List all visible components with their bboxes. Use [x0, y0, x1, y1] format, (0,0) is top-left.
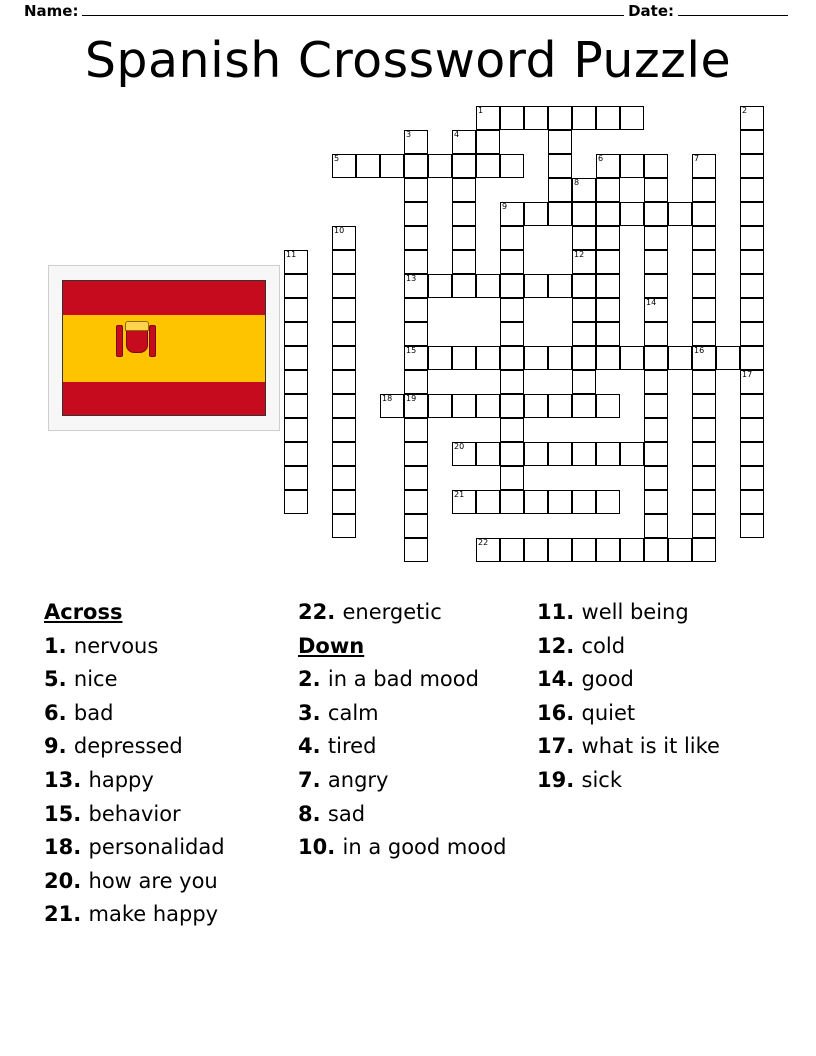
- clue-item: [537, 697, 772, 731]
- crossword-cell[interactable]: [404, 226, 428, 250]
- crossword-cell[interactable]: [740, 346, 764, 370]
- crossword-cell[interactable]: [500, 274, 524, 298]
- crossword-cell[interactable]: [332, 370, 356, 394]
- clue-text: in a good mood: [342, 835, 507, 860]
- crossword-cell[interactable]: [692, 250, 716, 274]
- crossword-cell[interactable]: [476, 442, 500, 466]
- crossword-cell[interactable]: [644, 490, 668, 514]
- clue-text: how are you: [88, 868, 218, 893]
- crossword-cell[interactable]: [524, 538, 548, 562]
- crossword-cell[interactable]: [548, 178, 572, 202]
- crossword-cell[interactable]: [332, 442, 356, 466]
- flag-yellow-band: [63, 315, 265, 382]
- crossword-cell[interactable]: [740, 202, 764, 226]
- crossword-cell[interactable]: [404, 394, 428, 418]
- crossword-cell[interactable]: [524, 202, 548, 226]
- crossword-cell[interactable]: [572, 346, 596, 370]
- crossword-cell[interactable]: [452, 442, 476, 466]
- clue-text: tired: [327, 734, 377, 759]
- crossword-cell[interactable]: [548, 394, 572, 418]
- clue-number: 15.: [44, 801, 89, 826]
- crossword-cell[interactable]: [500, 250, 524, 274]
- clue-number: 14.: [537, 667, 582, 692]
- crossword-cell[interactable]: [548, 202, 572, 226]
- clue-number: 11.: [537, 600, 582, 624]
- crossword-cell[interactable]: [332, 154, 356, 178]
- clue-text: quiet: [581, 700, 636, 725]
- name-write-line[interactable]: [82, 2, 624, 16]
- clue-item: [44, 663, 274, 697]
- crossword-cell[interactable]: [332, 490, 356, 514]
- crossword-cell[interactable]: [692, 418, 716, 442]
- clue-item: [44, 764, 274, 798]
- crossword-cell[interactable]: [692, 154, 716, 178]
- crossword-cell[interactable]: [620, 154, 644, 178]
- crossword-cell[interactable]: [668, 202, 692, 226]
- crossword-cell[interactable]: [404, 442, 428, 466]
- crossword-cell[interactable]: [596, 106, 620, 130]
- cell-number: 20: [454, 442, 465, 451]
- crossword-cell[interactable]: [332, 418, 356, 442]
- clue-number: 3.: [298, 700, 328, 725]
- crossword-cell[interactable]: [500, 442, 524, 466]
- crossword-cell[interactable]: [740, 130, 764, 154]
- cell-number: 2: [742, 106, 748, 115]
- crossword-cell[interactable]: [404, 202, 428, 226]
- crossword-cell[interactable]: [572, 250, 596, 274]
- clue-number: 4.: [298, 734, 328, 759]
- clue-item: [298, 663, 513, 697]
- date-write-line[interactable]: [678, 2, 788, 16]
- crossword-cell[interactable]: [572, 442, 596, 466]
- crossword-cell[interactable]: [644, 154, 668, 178]
- crossword-cell[interactable]: [332, 274, 356, 298]
- clue-column-1: [44, 596, 274, 932]
- crossword-cell[interactable]: [692, 346, 716, 370]
- crossword-cell[interactable]: [524, 274, 548, 298]
- clue-number: 12.: [537, 633, 582, 658]
- clue-text: what is it like: [581, 734, 720, 759]
- header-fields: [24, 2, 792, 20]
- crossword-cell[interactable]: [500, 538, 524, 562]
- crossword-cell[interactable]: [644, 274, 668, 298]
- clue-item: [44, 865, 274, 899]
- clue-number: 10.: [298, 835, 343, 860]
- clue-item: [298, 798, 513, 832]
- crossword-cell[interactable]: [572, 322, 596, 346]
- crossword-cell[interactable]: [620, 538, 644, 562]
- crossword-cell[interactable]: [596, 394, 620, 418]
- crossword-cell[interactable]: [476, 154, 500, 178]
- clue-number: 9.: [44, 734, 74, 759]
- crossword-cell[interactable]: [596, 490, 620, 514]
- crossword-cell[interactable]: [692, 322, 716, 346]
- clue-text: depressed: [73, 734, 183, 759]
- crossword-cell[interactable]: [500, 490, 524, 514]
- crossword-cell[interactable]: [548, 346, 572, 370]
- crossword-cell[interactable]: [284, 466, 308, 490]
- clue-column-3: [537, 596, 772, 932]
- crossword-cell[interactable]: [740, 298, 764, 322]
- crossword-cell[interactable]: [668, 538, 692, 562]
- crossword-cell[interactable]: [740, 394, 764, 418]
- crossword-cell[interactable]: [452, 346, 476, 370]
- clue-item: [298, 831, 513, 865]
- crossword-cell[interactable]: [548, 538, 572, 562]
- crossword-cell[interactable]: [332, 250, 356, 274]
- crossword-cell[interactable]: [284, 346, 308, 370]
- crossword-cell[interactable]: [716, 346, 740, 370]
- crossword-cell[interactable]: [284, 394, 308, 418]
- crossword-cell[interactable]: [404, 322, 428, 346]
- clue-item: [44, 798, 274, 832]
- crossword-cell[interactable]: [644, 346, 668, 370]
- crossword-cell[interactable]: [692, 442, 716, 466]
- clue-text: bad: [73, 700, 114, 725]
- crossword-cell[interactable]: [332, 346, 356, 370]
- clue-number: 8.: [298, 801, 328, 826]
- crossword-cell[interactable]: [572, 178, 596, 202]
- crossword-cell[interactable]: [284, 370, 308, 394]
- cell-number: 9: [502, 202, 508, 211]
- cell-number: 21: [454, 490, 465, 499]
- clue-text: sick: [581, 767, 622, 792]
- crossword-cell[interactable]: [500, 202, 524, 226]
- crossword-cell[interactable]: [332, 466, 356, 490]
- crossword-cell[interactable]: [620, 442, 644, 466]
- cell-number: 22: [478, 538, 489, 547]
- crossword-cell[interactable]: [740, 274, 764, 298]
- crossword-cell[interactable]: [404, 298, 428, 322]
- cell-number: 12: [574, 250, 585, 259]
- crossword-cell[interactable]: [284, 298, 308, 322]
- crossword-cell[interactable]: [476, 490, 500, 514]
- crossword-cell[interactable]: [692, 370, 716, 394]
- crossword-cell[interactable]: [476, 274, 500, 298]
- cell-number: 3: [406, 130, 412, 139]
- crossword-cell[interactable]: [500, 394, 524, 418]
- crossword-cell[interactable]: [572, 298, 596, 322]
- cell-number: 11: [286, 250, 297, 259]
- clue-item: [537, 730, 772, 764]
- crossword-cell[interactable]: [452, 202, 476, 226]
- crossword-cell[interactable]: [500, 370, 524, 394]
- crossword-cell[interactable]: [404, 154, 428, 178]
- clue-number: 6.: [44, 700, 74, 725]
- crossword-cell[interactable]: [524, 490, 548, 514]
- clue-text: sad: [327, 801, 366, 826]
- crossword-cell[interactable]: [284, 250, 308, 274]
- crossword-cell[interactable]: [740, 250, 764, 274]
- clue-text: calm: [327, 700, 379, 725]
- crossword-cell[interactable]: [596, 154, 620, 178]
- crossword-cell[interactable]: [452, 394, 476, 418]
- clue-item: [298, 730, 513, 764]
- clue-text: nice: [73, 667, 118, 692]
- cell-number: 16: [694, 346, 705, 355]
- crossword-cell[interactable]: [644, 418, 668, 442]
- crossword-cell[interactable]: [692, 490, 716, 514]
- crossword-cell[interactable]: [284, 442, 308, 466]
- crossword-cell[interactable]: [428, 346, 452, 370]
- name-label: Name:: [24, 2, 79, 20]
- crossword-cell[interactable]: [500, 298, 524, 322]
- crossword-cell[interactable]: [404, 370, 428, 394]
- clue-number: 18.: [44, 835, 89, 860]
- crossword-cell[interactable]: [284, 490, 308, 514]
- crossword-cell[interactable]: [620, 106, 644, 130]
- crossword-cell[interactable]: [572, 274, 596, 298]
- clue-number: 5.: [44, 667, 74, 692]
- crossword-cell[interactable]: [572, 394, 596, 418]
- crossword-cell[interactable]: [596, 442, 620, 466]
- crossword-cell[interactable]: [428, 394, 452, 418]
- crossword-cell[interactable]: [620, 202, 644, 226]
- clue-number: 1.: [44, 633, 74, 658]
- crossword-cell[interactable]: [596, 178, 620, 202]
- crossword-cell[interactable]: [740, 370, 764, 394]
- crossword-cell[interactable]: [452, 154, 476, 178]
- crossword-cell[interactable]: [692, 298, 716, 322]
- clue-number: 21.: [44, 902, 89, 927]
- crossword-cell[interactable]: [644, 442, 668, 466]
- crossword-cell[interactable]: [332, 322, 356, 346]
- cell-number: 18: [382, 394, 393, 403]
- crossword-cell[interactable]: [404, 274, 428, 298]
- crossword-cell[interactable]: [644, 298, 668, 322]
- crossword-cell[interactable]: [476, 394, 500, 418]
- crossword-cell[interactable]: [740, 514, 764, 538]
- crossword-cell[interactable]: [284, 418, 308, 442]
- crossword-cell[interactable]: [740, 106, 764, 130]
- crossword-cell[interactable]: [572, 538, 596, 562]
- crossword-cell[interactable]: [404, 490, 428, 514]
- crossword-cell[interactable]: [740, 442, 764, 466]
- crossword-cell[interactable]: [404, 130, 428, 154]
- crossword-cell[interactable]: [740, 226, 764, 250]
- crossword-cell[interactable]: [644, 178, 668, 202]
- clue-text: nervous: [73, 633, 159, 658]
- clue-item: [44, 697, 274, 731]
- coat-of-arms-icon: [116, 321, 156, 361]
- crossword-cell[interactable]: [476, 130, 500, 154]
- crossword-cell[interactable]: [596, 250, 620, 274]
- crossword-cell[interactable]: [332, 298, 356, 322]
- crossword-cell[interactable]: [644, 322, 668, 346]
- clue-text: energetic: [342, 600, 442, 624]
- crossword-cell[interactable]: [596, 298, 620, 322]
- crossword-cell[interactable]: [548, 130, 572, 154]
- clue-text: in a bad mood: [327, 667, 479, 692]
- clue-lists: [44, 596, 784, 932]
- crossword-cell[interactable]: [596, 346, 620, 370]
- crossword-cell[interactable]: [356, 154, 380, 178]
- crossword-cell[interactable]: [524, 106, 548, 130]
- crossword-cell[interactable]: [332, 394, 356, 418]
- crossword-cell[interactable]: [404, 178, 428, 202]
- clue-item: [537, 764, 772, 798]
- crossword-cell[interactable]: [284, 274, 308, 298]
- crossword-cell[interactable]: [644, 394, 668, 418]
- clue-item: [537, 596, 772, 630]
- crossword-cell[interactable]: [596, 322, 620, 346]
- crossword-cell[interactable]: [404, 250, 428, 274]
- crossword-cell[interactable]: [524, 394, 548, 418]
- crossword-cell[interactable]: [428, 274, 452, 298]
- clue-item: [537, 630, 772, 664]
- crossword-cell[interactable]: [500, 154, 524, 178]
- crossword-cell[interactable]: [332, 226, 356, 250]
- crossword-cell[interactable]: [476, 538, 500, 562]
- crossword-cell[interactable]: [620, 346, 644, 370]
- crossword-cell[interactable]: [572, 370, 596, 394]
- crossword-cell[interactable]: [524, 346, 548, 370]
- crossword-cell[interactable]: [380, 154, 404, 178]
- cell-number: 17: [742, 370, 753, 379]
- crossword-cell[interactable]: [428, 154, 452, 178]
- crossword-cell[interactable]: [404, 346, 428, 370]
- crossword-cell[interactable]: [644, 370, 668, 394]
- clue-text: well being: [581, 600, 689, 624]
- crossword-cell[interactable]: [284, 322, 308, 346]
- crossword-cell[interactable]: [692, 274, 716, 298]
- cell-number: 10: [334, 226, 345, 235]
- crossword-cell[interactable]: [740, 154, 764, 178]
- crossword-cell[interactable]: [596, 274, 620, 298]
- crossword-cell[interactable]: [692, 514, 716, 538]
- crossword-cell[interactable]: [740, 466, 764, 490]
- crossword-cell[interactable]: [452, 490, 476, 514]
- crossword-cell[interactable]: [644, 226, 668, 250]
- clue-item: [298, 697, 513, 731]
- crossword-cell[interactable]: [452, 178, 476, 202]
- clue-item: [44, 630, 274, 664]
- clue-text: happy: [88, 767, 154, 792]
- cell-number: 13: [406, 274, 417, 283]
- clue-text: good: [581, 667, 634, 692]
- crossword-cell[interactable]: [548, 442, 572, 466]
- crossword-cell[interactable]: [644, 250, 668, 274]
- cell-number: 6: [598, 154, 604, 163]
- crossword-cell[interactable]: [668, 346, 692, 370]
- crossword-cell[interactable]: [452, 250, 476, 274]
- cell-number: 8: [574, 178, 580, 187]
- clue-item: [44, 730, 274, 764]
- crossword-cell[interactable]: [500, 226, 524, 250]
- clue-number: 7.: [298, 767, 328, 792]
- crossword-cell[interactable]: [548, 490, 572, 514]
- clue-number: 13.: [44, 767, 89, 792]
- crossword-cell[interactable]: [572, 202, 596, 226]
- clue-text: angry: [327, 767, 389, 792]
- crossword-cell[interactable]: [740, 322, 764, 346]
- crossword-cell[interactable]: [572, 490, 596, 514]
- crossword-cell[interactable]: [548, 154, 572, 178]
- clue-text: cold: [581, 633, 626, 658]
- crossword-cell[interactable]: [500, 418, 524, 442]
- crossword-cell[interactable]: [332, 514, 356, 538]
- clue-text: make happy: [88, 902, 219, 927]
- clue-number: 16.: [537, 700, 582, 725]
- crossword-cell[interactable]: [692, 226, 716, 250]
- clue-column-2: [298, 596, 513, 932]
- crossword-cell[interactable]: [476, 106, 500, 130]
- crossword-cell[interactable]: [596, 226, 620, 250]
- cell-number: 14: [646, 298, 657, 307]
- clue-number: 2.: [298, 667, 328, 692]
- crossword-cell[interactable]: [404, 538, 428, 562]
- crossword-cell[interactable]: [692, 178, 716, 202]
- crossword-cell[interactable]: [692, 202, 716, 226]
- clue-number: 20.: [44, 868, 89, 893]
- clue-item: [44, 831, 274, 865]
- down-heading: Down: [298, 633, 365, 658]
- cell-number: 1: [478, 106, 484, 115]
- crossword-cell[interactable]: [380, 394, 404, 418]
- crossword-cell[interactable]: [452, 226, 476, 250]
- clue-item: [537, 663, 772, 697]
- crossword-cell[interactable]: [740, 490, 764, 514]
- spain-flag-stamp: [48, 265, 280, 431]
- clue-number: 17.: [537, 734, 582, 759]
- crossword-cell[interactable]: [692, 394, 716, 418]
- crossword-cell[interactable]: [596, 202, 620, 226]
- crossword-cell[interactable]: [644, 538, 668, 562]
- crossword-cell[interactable]: [548, 106, 572, 130]
- clue-number: 19.: [537, 767, 582, 792]
- crossword-cell[interactable]: [404, 514, 428, 538]
- flag-image: [62, 280, 266, 416]
- crossword-cell[interactable]: [572, 226, 596, 250]
- crossword-cell[interactable]: [596, 538, 620, 562]
- crossword-cell[interactable]: [500, 466, 524, 490]
- clue-item: [44, 898, 274, 932]
- cell-number: 15: [406, 346, 417, 355]
- crossword-cell[interactable]: [548, 274, 572, 298]
- crossword-cell[interactable]: [644, 514, 668, 538]
- date-label: Date:: [628, 2, 674, 20]
- crossword-cell[interactable]: [692, 538, 716, 562]
- cell-number: 5: [334, 154, 340, 163]
- crossword-cell[interactable]: [404, 466, 428, 490]
- crossword-cell[interactable]: [500, 106, 524, 130]
- crossword-cell[interactable]: [644, 466, 668, 490]
- across-heading: Across: [44, 600, 123, 624]
- crossword-cell[interactable]: [644, 202, 668, 226]
- crossword-cell[interactable]: [572, 106, 596, 130]
- cell-number: 7: [694, 154, 700, 163]
- clue-item: [298, 764, 513, 798]
- clue-number: 22.: [298, 600, 343, 624]
- page-title: Spanish Crossword Puzzle: [84, 32, 732, 89]
- crossword-cell[interactable]: [500, 322, 524, 346]
- crossword-cell[interactable]: [404, 418, 428, 442]
- crossword-cell[interactable]: [692, 466, 716, 490]
- crossword-cell[interactable]: [452, 130, 476, 154]
- cell-number: 19: [406, 394, 417, 403]
- crossword-cell[interactable]: [740, 178, 764, 202]
- crossword-cell[interactable]: [500, 346, 524, 370]
- clue-item: [298, 596, 513, 630]
- cell-number: 4: [454, 130, 460, 139]
- crossword-cell[interactable]: [740, 418, 764, 442]
- crossword-cell[interactable]: [452, 274, 476, 298]
- clue-text: personalidad: [88, 835, 225, 860]
- clue-text: behavior: [88, 801, 181, 826]
- crossword-cell[interactable]: [476, 346, 500, 370]
- crossword-cell[interactable]: [524, 442, 548, 466]
